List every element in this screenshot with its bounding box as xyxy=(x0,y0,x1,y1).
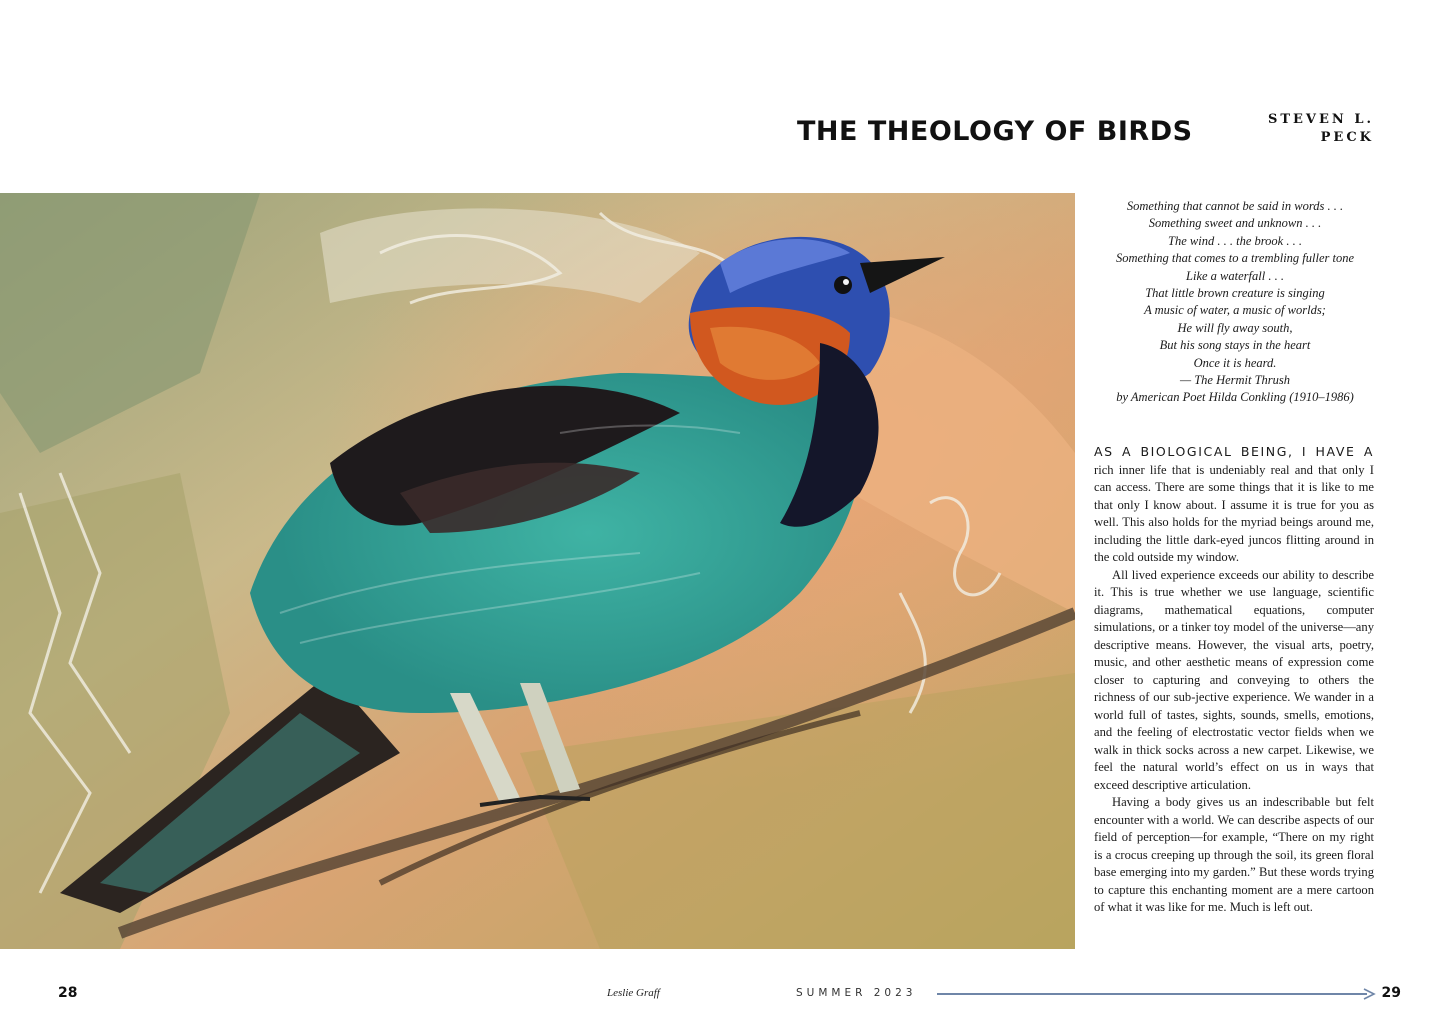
paragraph-text: rich inner life that is undeniably real and that only I can access. There are some things that it is like to me that only I know about. I assume it is true for you as well. This also holds for the myriad beings around me, including the little dark-eyed juncos flitting around in the cold outside my window. xyxy=(1094,462,1374,564)
epigraph-line: Something that cannot be said in words . . . xyxy=(1126,199,1344,213)
footer-rule xyxy=(937,993,1367,995)
epigraph-line: Once it is heard. xyxy=(1193,355,1277,370)
image-credit: Leslie Graff xyxy=(607,987,660,999)
author-byline xyxy=(1268,111,1374,147)
epigraph-poem xyxy=(1094,198,1376,407)
body-paragraph: All lived experience exceeds our ability to describe it. This is true whether we use language, scientific diagrams, mathematical equations, computer simulations, or a tinker toy model of the universe—any descriptive means. However, the visual arts, poetry, music, and other aesthetic means of expression come closer to capturing and conveying to others the richness of our sub-jective experience. We wander in a world full of tastes, sights, sounds, smells, emotions, and the feeling of electrostatic vector fields when we walk in thick socks across a new carpet. Likewise, we feel the natural world’s effect on us in ways that exceed descriptive articulation. xyxy=(1094,567,1374,792)
article-body xyxy=(1094,443,1374,917)
epigraph-line: But his song stays in the heart xyxy=(1159,338,1311,353)
epigraph-line: A music of water, a music of worlds; xyxy=(1144,303,1326,318)
page-number-right: 29 xyxy=(1381,985,1401,1001)
lead-in: AS A BIOLOGICAL BEING, I HAVE A xyxy=(1094,444,1374,459)
page-number-left: 28 xyxy=(58,985,78,1001)
epigraph-line: Something that comes to a trembling fuller tone xyxy=(1115,251,1355,266)
body-paragraph: Having a body gives us an indescribable but felt encounter with a world. We can describe aspects of our field of perception—for example, “There on my right is a crocus creeping up through the soil, its green floral base emerging into my garden.” But these words trying to capture this enchanting moment are a mere cartoon of what it was like for me. Much is left out. xyxy=(1094,795,1374,914)
epigraph-line: That little brown creature is singing xyxy=(1145,286,1325,301)
arrow-right-icon xyxy=(1362,987,1376,1001)
epigraph-attribution: — The Hermit Thrush xyxy=(1179,373,1291,388)
body-paragraph xyxy=(1094,443,1374,567)
epigraph-line: The wind . . . the brook . . . xyxy=(1168,233,1302,248)
author-last-line: PECK xyxy=(1320,130,1374,145)
epigraph-line: He will fly away south, xyxy=(1177,320,1293,335)
bird-painting-artwork xyxy=(0,193,1075,949)
issue-label: SUMMER 2023 xyxy=(796,987,917,999)
article-title: THE THEOLOGY OF BIRDS xyxy=(797,116,1193,147)
author-first-line: STEVEN L. xyxy=(1267,112,1374,127)
bird-painting xyxy=(0,193,1075,949)
epigraph-attribution: by American Poet Hilda Conkling (1910–1986) xyxy=(1116,390,1354,405)
epigraph-line: Something sweet and unknown . . . xyxy=(1148,216,1322,231)
epigraph-line: Like a waterfall . . . xyxy=(1186,268,1284,283)
